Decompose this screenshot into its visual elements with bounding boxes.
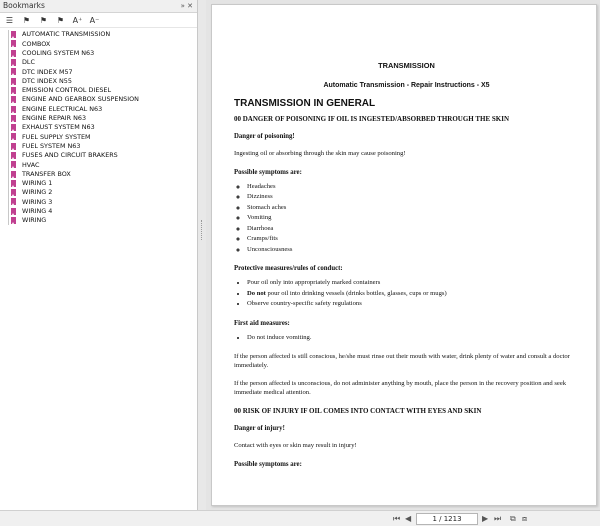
fit-width-icon[interactable]: ⧈ bbox=[522, 513, 528, 523]
bookmark-icon bbox=[11, 180, 16, 187]
bookmark-icon bbox=[11, 133, 16, 140]
section-title: 00 DANGER OF POISONING IF OIL IS INGESTED/ABSORBED THROUGH THE SKIN bbox=[234, 115, 510, 123]
list-item bbox=[247, 289, 579, 300]
bookmark-label: EMISSION CONTROL DIESEL bbox=[22, 86, 112, 95]
document-header-subtitle: Automatic Transmission - Repair Instructions - X5 bbox=[323, 82, 490, 89]
symptoms-title: Possible symptoms are: bbox=[234, 168, 302, 176]
bookmarks-title: Bookmarks bbox=[3, 1, 45, 10]
bookmark-icon bbox=[11, 87, 16, 94]
bookmark-label: COOLING SYSTEM N63 bbox=[22, 49, 95, 57]
document-viewer[interactable] bbox=[206, 0, 600, 510]
bookmark-icon bbox=[11, 106, 16, 113]
bookmark-label: WIRING 4 bbox=[22, 207, 53, 216]
bookmark-icon bbox=[11, 31, 16, 38]
bookmarks-panel bbox=[0, 0, 198, 510]
danger-title: Danger of poisoning! bbox=[234, 133, 295, 140]
list-item: ◦ Unconsciousness bbox=[247, 245, 579, 256]
bookmark-label: ENGINE AND GEARBOX SUSPENSION bbox=[22, 95, 139, 104]
bookmark-label: TRANSFER BOX bbox=[22, 169, 71, 178]
bookmark-icon bbox=[11, 68, 16, 75]
bookmark-label: COMBOX bbox=[22, 39, 51, 48]
previous-page-icon[interactable]: ◀ bbox=[405, 514, 412, 523]
paragraph: If the person affected is still conscious, he/she must rinse out their mouth with water, drink plenty of water and consult a doctor immediately. bbox=[234, 353, 570, 369]
collapse-bookmark-icon[interactable]: ⚑ bbox=[39, 15, 48, 25]
bookmark-options-icon[interactable]: ☰ bbox=[5, 15, 14, 25]
bookmark-label: WIRING 3 bbox=[22, 197, 53, 206]
bookmark-icon bbox=[11, 189, 16, 196]
splitter-grip[interactable] bbox=[201, 220, 204, 240]
next-page-icon[interactable]: ▶ bbox=[482, 514, 489, 523]
bookmark-tree bbox=[0, 30, 197, 225]
page-number-input[interactable]: 1 / 1213 bbox=[416, 513, 478, 525]
panel-splitter[interactable] bbox=[198, 0, 206, 510]
list-item: ◦ Vomiting bbox=[247, 213, 579, 224]
bookmark-label: DLC bbox=[22, 58, 35, 67]
first-page-icon[interactable]: ⏮ bbox=[393, 513, 401, 523]
symptoms-title: Possible symptoms are: bbox=[234, 461, 302, 469]
list-item: ◦ Headaches bbox=[247, 182, 579, 193]
list-item: ◦ Stomach aches bbox=[247, 203, 579, 214]
find-bookmark-icon[interactable]: ⚑ bbox=[56, 15, 65, 25]
panel-controls[interactable]: » ✕ bbox=[180, 2, 193, 10]
section-title: 00 RISK OF INJURY IF OIL COMES INTO CONTACT WITH EYES AND SKIN bbox=[234, 407, 482, 416]
bookmark-icon bbox=[11, 171, 16, 178]
protective-title: Protective measures/rules of conduct: bbox=[234, 265, 343, 273]
emphasis-text: Do not bbox=[247, 289, 266, 297]
list-item: ◦ Diarrhoea bbox=[247, 224, 579, 235]
decrease-text-size-icon[interactable]: A⁻ bbox=[89, 15, 100, 25]
bookmark-item[interactable] bbox=[0, 216, 197, 225]
bookmark-label: EXHAUST SYSTEM N63 bbox=[22, 123, 95, 132]
pdf-page bbox=[211, 4, 597, 506]
list-item: • Do not induce vomiting. bbox=[247, 333, 579, 344]
list-item: ◦ Dizziness bbox=[247, 192, 579, 203]
bookmarks-header bbox=[0, 0, 197, 13]
list-item: • Pour oil only into appropriately marked containers bbox=[247, 278, 579, 289]
bookmark-label: ENGINE ELECTRICAL N63 bbox=[22, 104, 103, 113]
status-bar bbox=[0, 510, 600, 526]
last-page-icon[interactable]: ⏭ bbox=[494, 513, 502, 523]
bookmark-icon bbox=[11, 96, 16, 103]
bookmark-icon bbox=[11, 59, 16, 66]
bookmark-label: DTC INDEX M57 bbox=[22, 67, 73, 76]
bookmark-label: ENGINE REPAIR N63 bbox=[22, 114, 87, 123]
bookmark-icon bbox=[11, 78, 16, 85]
protective-list bbox=[234, 278, 579, 310]
bookmark-icon bbox=[11, 161, 16, 168]
bookmark-icon bbox=[11, 40, 16, 47]
first-aid-list bbox=[234, 333, 579, 344]
bookmark-label: AUTOMATIC TRANSMISSION bbox=[22, 30, 111, 39]
bookmark-icon bbox=[11, 50, 16, 57]
page-title: TRANSMISSION IN GENERAL bbox=[234, 98, 376, 109]
bookmark-label: HVAC bbox=[22, 160, 40, 169]
increase-text-size-icon[interactable]: A⁺ bbox=[72, 15, 83, 25]
bookmark-label: FUSES AND CIRCUIT BRAKERS bbox=[22, 151, 118, 160]
bookmark-label: FUEL SUPPLY SYSTEM bbox=[22, 132, 91, 141]
expand-bookmark-icon[interactable]: ⚑ bbox=[22, 15, 31, 25]
bookmark-icon bbox=[11, 124, 16, 131]
bookmark-icon bbox=[11, 208, 16, 215]
danger-text: Contact with eyes or skin may result in injury! bbox=[234, 442, 357, 450]
list-item-text: pour oil into drinking vessels (drinks bottles, glasses, cups or mugs) bbox=[265, 289, 447, 297]
list-item: ◦ Cramps/fits bbox=[247, 234, 579, 245]
bookmark-icon bbox=[11, 115, 16, 122]
paragraph: If the person affected is unconscious, do not administer anything by mouth, place the person in the recovery position and seek immediate medical attention. bbox=[234, 380, 567, 396]
bookmarks-toolbar bbox=[0, 13, 197, 28]
bookmark-icon bbox=[11, 217, 16, 224]
bookmark-icon bbox=[11, 143, 16, 150]
bookmark-label: WIRING bbox=[22, 216, 47, 225]
bookmark-label: WIRING 1 bbox=[22, 179, 53, 188]
danger-title: Danger of injury! bbox=[234, 425, 285, 433]
document-header-title: TRANSMISSION bbox=[378, 61, 435, 70]
bookmark-icon bbox=[11, 152, 16, 159]
first-aid-title: First aid measures: bbox=[234, 319, 290, 327]
bookmark-label: WIRING 2 bbox=[22, 188, 53, 197]
page-content bbox=[234, 15, 579, 468]
list-item: • Observe country-specific safety regulations bbox=[247, 299, 579, 310]
bookmark-label: FUEL SYSTEM N63 bbox=[22, 141, 81, 150]
fit-page-icon[interactable]: ⧉ bbox=[510, 513, 516, 523]
bookmark-label: DTC INDEX N55 bbox=[22, 76, 72, 85]
bookmark-icon bbox=[11, 198, 16, 205]
danger-text: Ingesting oil or absorbing through the skin may cause poisoning! bbox=[234, 150, 406, 157]
symptoms-list bbox=[234, 182, 579, 256]
